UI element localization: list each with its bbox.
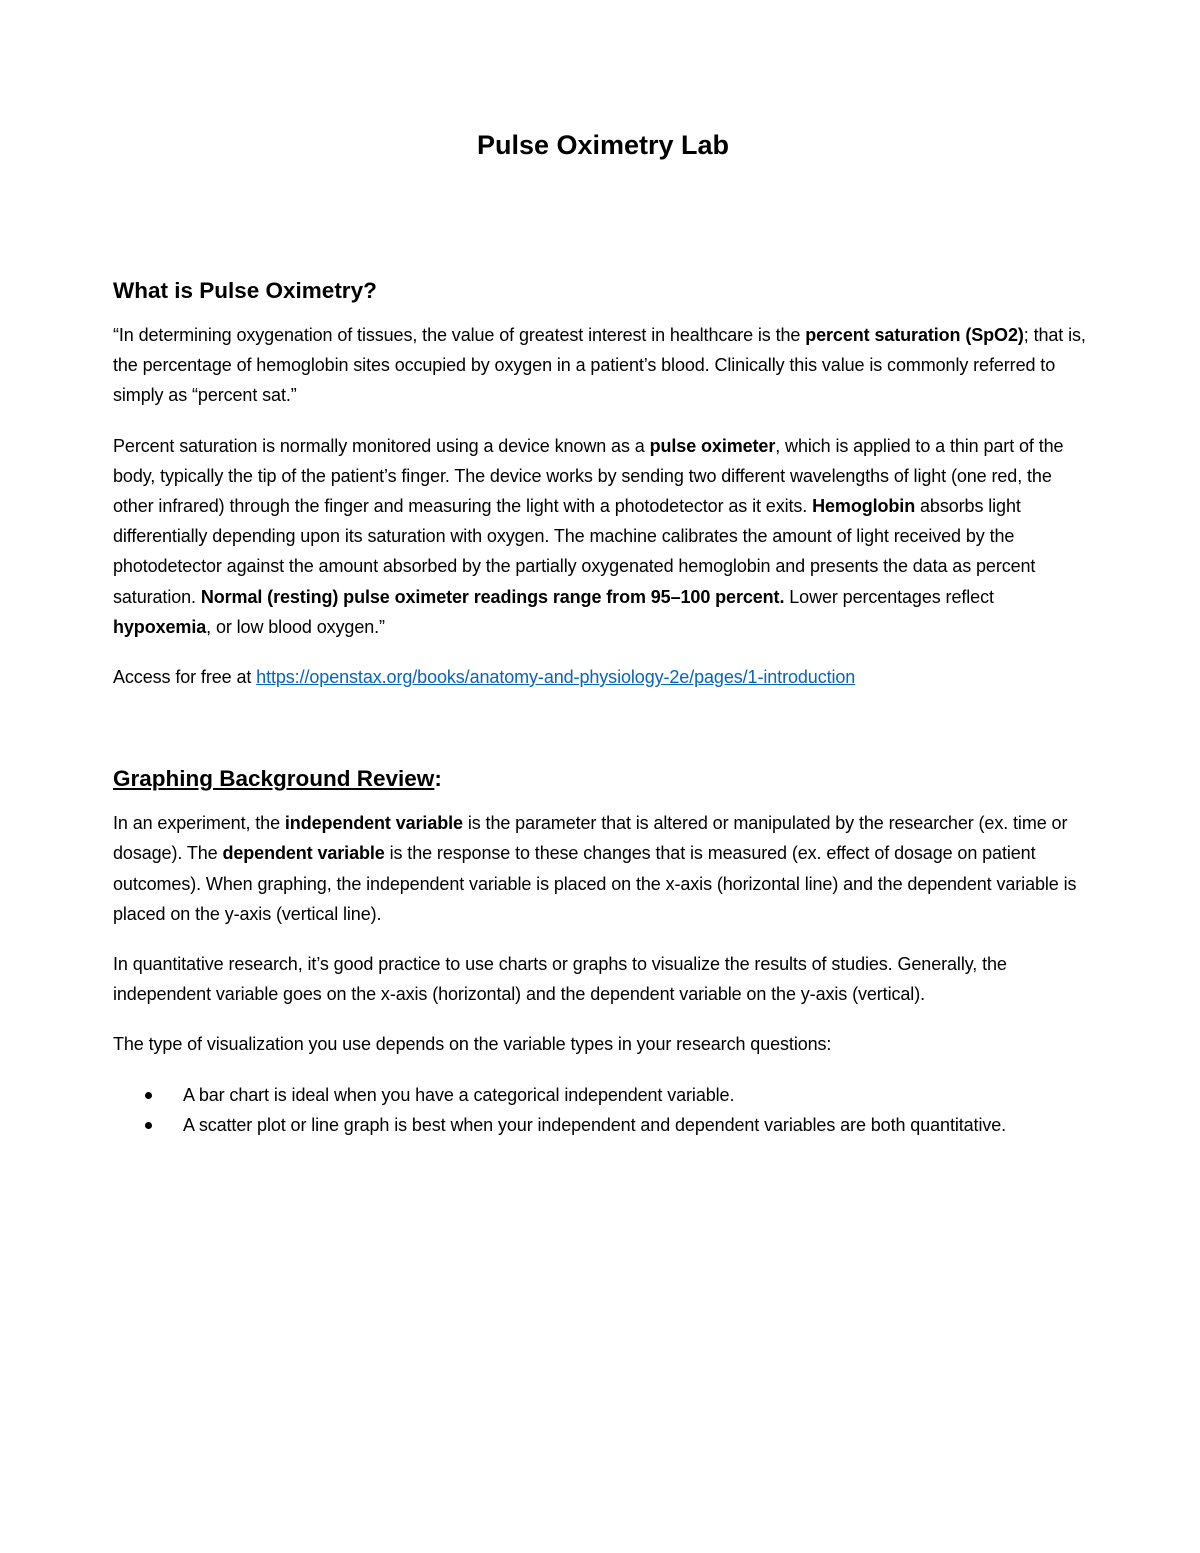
text-run: absorbs light differentially depending upon its saturation with oxygen. The machine calibrates the amount of light received by the photodetector against the amount absorbed by the partially oxygenated hemoglobin and presents the data as percent saturation. bbox=[113, 496, 1036, 607]
graphing-heading-colon: : bbox=[434, 766, 442, 792]
page-title: Pulse Oximetry Lab bbox=[476, 130, 730, 160]
list-item-text: A scatter plot or line graph is best when your independent and dependent variables are both quantitative. bbox=[183, 1114, 1007, 1135]
section-heading-pulse-oximetry: What is Pulse Oximetry? bbox=[113, 278, 377, 303]
visualization-bullet-list bbox=[113, 1080, 1093, 1140]
list-item bbox=[113, 1080, 1063, 1110]
text-run: Lower percentages reflect bbox=[784, 586, 994, 607]
text-run: is the parameter that is altered or manipulated by the researcher (ex. time or dosage). The bbox=[113, 813, 1068, 864]
text-run: , which is applied to a thin part of the body, typically the tip of the patient’s finger. The device works by sending two different wavelengths of light (one red, the other infrared) through the finger and measuring the light with a photodetector as it exits. bbox=[113, 435, 1064, 517]
list-item-text: A bar chart is ideal when you have a categorical independent variable. bbox=[183, 1084, 735, 1105]
bullet-icon bbox=[145, 1122, 152, 1129]
bold-term-hypoxemia: hypoxemia bbox=[113, 616, 207, 637]
text-run: ; that is, the percentage of hemoglobin sites occupied by oxygen in a patient’s blood. Clinically this value is commonly referred to simply as “percent sat.” bbox=[113, 325, 1086, 406]
bold-term-hemoglobin: Hemoglobin bbox=[812, 496, 916, 517]
bold-term-dependent-variable: dependent variable bbox=[222, 843, 385, 864]
access-line bbox=[113, 662, 1093, 692]
openstax-link[interactable]: https://openstax.org/books/anatomy-and-physiology-2e/pages/1-introduction bbox=[256, 667, 856, 688]
text-run: , or low blood oxygen.” bbox=[206, 616, 385, 637]
bold-term-pulse-oximeter: pulse oximeter bbox=[649, 435, 776, 456]
bold-term-independent-variable: independent variable bbox=[284, 813, 463, 834]
bold-term-percent-saturation: percent saturation (SpO2) bbox=[805, 325, 1024, 345]
quantitative-research-paragraph: In quantitative research, it’s good practice to use charts or graphs to visualize the results of studies. Generally, the independent variable goes on the x-axis (horizontal) and the dependent variable on the y-axis (vertical). bbox=[113, 954, 1007, 1005]
pulse-oximeter-paragraph bbox=[113, 431, 1093, 642]
access-label: Access for free at bbox=[113, 667, 257, 688]
list-item bbox=[113, 1110, 1063, 1140]
text-run: In an experiment, the bbox=[113, 813, 285, 834]
text-run: is the response to these changes that is measured (ex. effect of dosage on patient outcomes). When graphing, the independent variable is placed on the x-axis (horizontal line) and the dependent variable is placed on the y-axis (vertical line). bbox=[113, 843, 1077, 924]
bullet-icon bbox=[145, 1092, 152, 1099]
section-heading-graphing-review bbox=[113, 764, 1093, 794]
bold-normal-readings: Normal (resting) pulse oximeter readings range from 95–100 percent. bbox=[200, 586, 785, 607]
variables-paragraph bbox=[113, 808, 1093, 929]
graphing-heading-text: Graphing Background Review bbox=[113, 766, 435, 792]
visualization-intro-paragraph: The type of visualization you use depends on the variable types in your research questions: bbox=[113, 1034, 832, 1055]
text-run: “In determining oxygenation of tissues, the value of greatest interest in healthcare is the bbox=[113, 325, 806, 345]
text-run: Percent saturation is normally monitored using a device known as a bbox=[113, 435, 650, 456]
document-content bbox=[113, 128, 1093, 1140]
quote-paragraph bbox=[113, 320, 1093, 411]
